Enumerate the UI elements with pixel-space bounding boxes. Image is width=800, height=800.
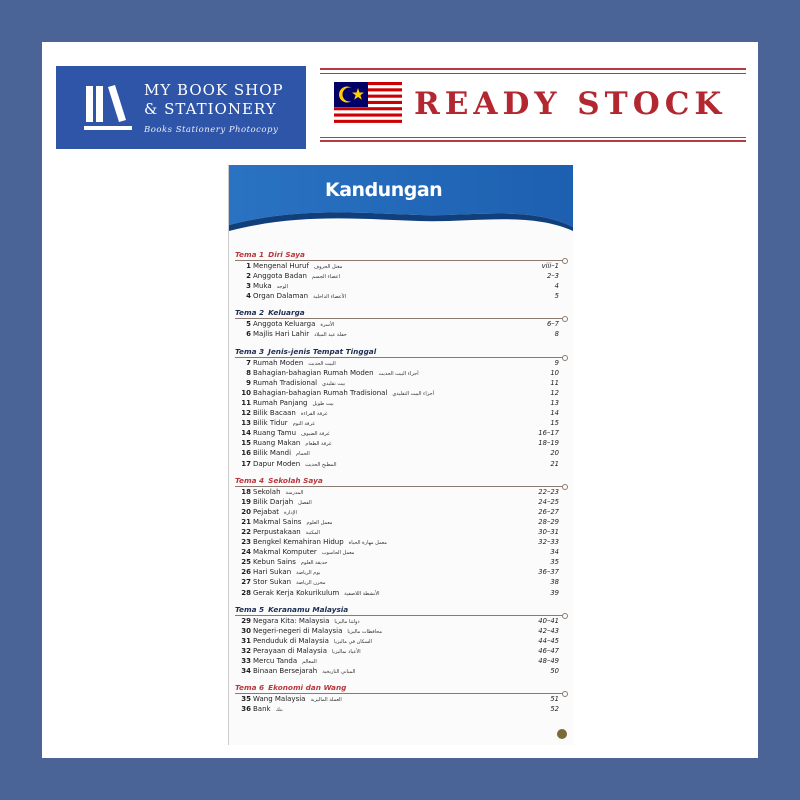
toc-entry bbox=[229, 292, 573, 302]
entry-number: 36 bbox=[241, 705, 251, 714]
banner-top-rule bbox=[320, 68, 746, 70]
entry-page: 16–17 bbox=[538, 429, 559, 438]
entry-number: 21 bbox=[241, 517, 251, 526]
entry-title-group bbox=[253, 528, 320, 536]
entry-title: Bilik Bacaan bbox=[253, 409, 296, 418]
theme-heading bbox=[229, 475, 573, 488]
entry-number: 22 bbox=[241, 527, 251, 536]
entry-title-group bbox=[253, 705, 283, 713]
entry-title: Sekolah bbox=[253, 487, 281, 496]
shop-name-line1: MY BOOK SHOP bbox=[144, 81, 284, 99]
entry-page: 5 bbox=[554, 292, 559, 301]
entry-title-group bbox=[253, 272, 340, 280]
entry-title: Muka bbox=[253, 282, 272, 291]
entry-title: Rumah Moden bbox=[253, 358, 304, 367]
entry-number: 7 bbox=[246, 358, 251, 367]
entry-arabic-title: محافظات ماليزيا bbox=[347, 628, 383, 635]
entry-title-group bbox=[253, 589, 380, 597]
entry-page: 15 bbox=[550, 419, 559, 428]
theme-name: Ekonomi dan Wang bbox=[268, 683, 347, 693]
entry-page: 36–37 bbox=[538, 568, 559, 577]
entry-page: 38 bbox=[550, 578, 559, 587]
page-number-marker bbox=[557, 729, 567, 739]
entry-title-group bbox=[253, 508, 297, 516]
toc-entry bbox=[229, 695, 573, 705]
entry-number: 8 bbox=[246, 368, 251, 377]
entry-number: 20 bbox=[241, 507, 251, 516]
theme-label bbox=[235, 347, 376, 356]
entry-title-group bbox=[253, 429, 330, 437]
entry-page: 10 bbox=[550, 368, 559, 377]
entry-page: 44–45 bbox=[538, 636, 559, 645]
entry-title-group bbox=[253, 359, 336, 367]
entry-arabic-title: غرفة النوم bbox=[292, 421, 315, 428]
book-contents-page bbox=[228, 165, 573, 745]
ready-stock-text: READY STOCK bbox=[414, 86, 727, 122]
entry-page: 11 bbox=[550, 378, 559, 387]
toc-entry bbox=[229, 429, 573, 439]
entry-title-group bbox=[253, 548, 354, 556]
entry-arabic-title: المطبخ الحديث bbox=[305, 461, 337, 468]
toc-entry bbox=[229, 589, 573, 599]
theme-number: Tema 3 bbox=[235, 346, 265, 356]
entry-arabic-title: المعالم bbox=[302, 659, 317, 665]
toc-entry bbox=[229, 419, 573, 429]
entry-page: 18–19 bbox=[538, 439, 559, 448]
entry-title-group bbox=[253, 637, 372, 645]
table-of-contents bbox=[229, 249, 573, 715]
entry-page: 50 bbox=[550, 667, 559, 676]
entry-arabic-title: الأسرة bbox=[320, 322, 335, 329]
entry-title-group bbox=[253, 518, 332, 526]
entry-number: 26 bbox=[241, 568, 251, 577]
entry-page: 30–31 bbox=[538, 527, 559, 536]
toc-entry bbox=[229, 399, 573, 409]
entry-number: 32 bbox=[241, 646, 251, 655]
entry-arabic-title: الوجه bbox=[276, 284, 288, 291]
entry-arabic-title: حفلة عيد الميلاد bbox=[314, 332, 347, 339]
entry-number: 19 bbox=[241, 497, 251, 506]
theme-name: Diri Saya bbox=[268, 250, 305, 259]
toc-entry bbox=[229, 488, 573, 498]
entry-title: Makmal Sains bbox=[253, 517, 302, 526]
toc-entry bbox=[229, 657, 573, 667]
entry-title: Anggota Badan bbox=[253, 272, 307, 281]
entry-arabic-title: العملة الماليزية bbox=[310, 697, 342, 704]
entry-arabic-title: السكان في ماليزيا bbox=[333, 638, 372, 645]
entry-number: 15 bbox=[241, 439, 251, 448]
entry-number: 27 bbox=[241, 578, 251, 587]
toc-entry bbox=[229, 320, 573, 330]
toc-entry bbox=[229, 617, 573, 627]
entry-arabic-title: أجزاء البيت التقليدي bbox=[392, 390, 435, 397]
entry-title: Bahagian-bahagian Rumah Tradisional bbox=[253, 388, 388, 397]
entry-title-group bbox=[253, 488, 303, 496]
entry-title: Bilik Tidur bbox=[253, 419, 288, 428]
entry-title-group bbox=[253, 330, 347, 338]
toc-entry bbox=[229, 439, 573, 449]
entry-title: Penduduk di Malaysia bbox=[253, 636, 329, 645]
entry-page: 13 bbox=[550, 398, 559, 407]
entry-number: 29 bbox=[241, 616, 251, 625]
entry-title: Hari Sukan bbox=[253, 568, 292, 577]
theme-label bbox=[235, 605, 348, 614]
entry-number: 6 bbox=[246, 330, 251, 339]
entry-title-group bbox=[253, 419, 315, 427]
entry-page: 35 bbox=[550, 558, 559, 567]
theme-name: Jenis-jenis Tempat Tinggal bbox=[268, 346, 377, 356]
entry-number: 13 bbox=[241, 419, 251, 428]
toc-entry bbox=[229, 508, 573, 518]
theme-rule bbox=[235, 357, 565, 358]
entry-number: 9 bbox=[246, 378, 251, 387]
entry-arabic-title: اعضاء الجسم bbox=[311, 274, 341, 281]
entry-page: 48–49 bbox=[538, 657, 559, 665]
entry-title: Bengkel Kemahiran Hidup bbox=[253, 538, 344, 547]
entry-number: 14 bbox=[241, 429, 251, 438]
entry-title: Gerak Kerja Kokurikulum bbox=[253, 588, 340, 597]
entry-number: 31 bbox=[241, 636, 251, 645]
entry-arabic-title: مغنل الحروف bbox=[313, 264, 343, 270]
theme-heading bbox=[229, 346, 573, 359]
entry-page: 28–29 bbox=[538, 517, 559, 526]
entry-title: Bank bbox=[253, 705, 271, 714]
entry-title: Bahagian-bahagian Rumah Moden bbox=[253, 368, 374, 377]
entry-title: Binaan Bersejarah bbox=[253, 667, 318, 676]
entry-arabic-title: المدرسة bbox=[285, 489, 304, 496]
toc-entry bbox=[229, 460, 573, 470]
entry-title: Kebun Sains bbox=[253, 558, 296, 567]
toc-entry bbox=[229, 647, 573, 657]
toc-entry bbox=[229, 409, 573, 419]
entry-number: 18 bbox=[241, 487, 251, 496]
entry-title-group bbox=[253, 282, 288, 290]
entry-arabic-title: الأعضاء الداخلية bbox=[313, 294, 347, 301]
entry-arabic-title: معمل مهارة الحياة bbox=[348, 540, 387, 547]
toc-entry bbox=[229, 518, 573, 528]
theme-rule bbox=[235, 486, 565, 487]
entry-title: Stor Sukan bbox=[253, 578, 292, 587]
entry-number: 23 bbox=[241, 538, 251, 547]
header-wave-banner bbox=[229, 165, 573, 237]
entry-title-group bbox=[253, 568, 320, 576]
entry-title: Pejabat bbox=[253, 507, 279, 516]
entry-title: Rumah Panjang bbox=[253, 398, 308, 407]
entry-title-group bbox=[253, 627, 382, 635]
entry-number: 33 bbox=[241, 657, 251, 665]
entry-arabic-title: غرفة القراءة bbox=[300, 411, 328, 418]
theme-heading bbox=[229, 604, 573, 617]
entry-page: 42–43 bbox=[538, 626, 559, 635]
entry-page: 34 bbox=[550, 548, 559, 557]
entry-title-group bbox=[253, 667, 355, 675]
toc-entry bbox=[229, 667, 573, 677]
theme-heading bbox=[229, 307, 573, 320]
entry-page: 21 bbox=[550, 459, 559, 468]
entry-number: 30 bbox=[241, 626, 251, 635]
entry-title: Perayaan di Malaysia bbox=[253, 646, 328, 655]
entry-title-group bbox=[253, 439, 331, 447]
entry-number: 28 bbox=[241, 588, 251, 597]
entry-title-group bbox=[253, 320, 334, 328]
entry-title-group bbox=[253, 558, 327, 566]
entry-number: 2 bbox=[246, 272, 251, 281]
entry-number: 17 bbox=[241, 459, 251, 468]
page-title: Kandungan bbox=[325, 179, 443, 201]
toc-entry bbox=[229, 449, 573, 459]
entry-page: 24–25 bbox=[538, 497, 559, 506]
toc-entry bbox=[229, 369, 573, 379]
entry-number: 10 bbox=[241, 388, 251, 397]
entry-page: 39 bbox=[550, 588, 559, 597]
entry-title-group bbox=[253, 389, 434, 397]
shop-logo bbox=[56, 66, 306, 149]
banner-bottom-rule-thin bbox=[320, 137, 746, 138]
entry-arabic-title: دولتنا ماليزيا bbox=[334, 618, 360, 625]
entry-title: Anggota Keluarga bbox=[253, 320, 316, 329]
entry-title: Makmal Komputer bbox=[253, 548, 317, 557]
entry-title: Rumah Tradisional bbox=[253, 378, 318, 387]
entry-page: 9 bbox=[554, 358, 559, 367]
theme-number: Tema 6 bbox=[235, 683, 265, 693]
entry-arabic-title: الحمام bbox=[296, 451, 310, 458]
shop-name-line2: & STATIONERY bbox=[144, 100, 277, 118]
entry-arabic-title: الفصل bbox=[298, 499, 312, 506]
toc-entry bbox=[229, 538, 573, 548]
entry-arabic-title: بنك bbox=[275, 707, 283, 714]
entry-arabic-title: معمل العلوم bbox=[306, 519, 333, 526]
entry-title-group bbox=[253, 399, 334, 407]
entry-title: Wang Malaysia bbox=[253, 695, 306, 704]
toc-entry bbox=[229, 705, 573, 715]
entry-number: 16 bbox=[241, 449, 251, 458]
theme-number: Tema 2 bbox=[235, 308, 265, 318]
theme-label bbox=[235, 683, 346, 692]
theme-rule bbox=[235, 318, 565, 319]
entry-title-group bbox=[253, 379, 345, 387]
toc-entry bbox=[229, 528, 573, 538]
entry-title-group bbox=[253, 647, 361, 655]
entry-page: 22–23 bbox=[538, 487, 559, 496]
entry-page: 32–33 bbox=[538, 538, 559, 547]
theme-number: Tema 5 bbox=[235, 604, 265, 614]
entry-title: Bilik Mandi bbox=[253, 449, 292, 458]
entry-title: Negeri-negeri di Malaysia bbox=[253, 626, 343, 635]
entry-title: Bilik Darjah bbox=[253, 497, 294, 506]
theme-name: Keluarga bbox=[268, 308, 305, 318]
entry-title: Ruang Makan bbox=[253, 439, 301, 448]
entry-arabic-title: يوم الرياضة bbox=[296, 570, 321, 577]
theme-name: Keranamu Malaysia bbox=[268, 604, 349, 614]
toc-entry bbox=[229, 359, 573, 369]
entry-arabic-title: مخزن الرياضة bbox=[296, 580, 326, 587]
entry-page: 20 bbox=[550, 449, 559, 458]
theme-label bbox=[235, 250, 305, 259]
entry-number: 1 bbox=[246, 262, 251, 270]
entry-title-group bbox=[253, 409, 327, 417]
toc-entry bbox=[229, 548, 573, 558]
entry-page: viii–1 bbox=[541, 262, 559, 270]
entry-page: 6–7 bbox=[546, 320, 559, 329]
toc-entry bbox=[229, 578, 573, 588]
toc-entry bbox=[229, 379, 573, 389]
entry-number: 12 bbox=[241, 409, 251, 418]
entry-title: Mengenal Huruf bbox=[253, 262, 309, 270]
toc-entry bbox=[229, 637, 573, 647]
entry-arabic-title: بيت تقليدي bbox=[322, 380, 346, 387]
toc-entry bbox=[229, 627, 573, 637]
entry-page: 8 bbox=[554, 330, 559, 339]
entry-arabic-title: بيت طويل bbox=[312, 400, 334, 407]
entry-title: Mercu Tanda bbox=[253, 657, 298, 665]
entry-arabic-title: حديقة العلوم bbox=[300, 560, 328, 567]
entry-number: 4 bbox=[246, 292, 251, 301]
entry-arabic-title: غرفة الضيوف bbox=[301, 431, 330, 438]
entry-page: 12 bbox=[550, 388, 559, 397]
entry-number: 34 bbox=[241, 667, 251, 676]
entry-arabic-title: معمل الحاسوب bbox=[321, 550, 355, 557]
theme-name: Sekolah Saya bbox=[268, 475, 323, 485]
entry-title-group bbox=[253, 449, 310, 457]
entry-number: 11 bbox=[241, 398, 251, 407]
banner-bottom-rule bbox=[320, 140, 746, 142]
entry-arabic-title: غرفة الطعام bbox=[305, 441, 332, 448]
malaysia-flag-icon bbox=[334, 82, 402, 126]
entry-arabic-title: البيت الحديث bbox=[308, 360, 336, 367]
entry-arabic-title: أجزاء البيت الحديث bbox=[378, 370, 419, 377]
entry-page: 26–27 bbox=[538, 507, 559, 516]
entry-page: 2–3 bbox=[546, 272, 559, 281]
toc-entry bbox=[229, 330, 573, 340]
entry-arabic-title: الإدارة bbox=[284, 509, 297, 516]
toc-entry bbox=[229, 568, 573, 578]
entry-title: Ruang Tamu bbox=[253, 429, 297, 438]
entry-title-group bbox=[253, 578, 326, 586]
toc-entry bbox=[229, 558, 573, 568]
entry-arabic-title: الأنشطة اللاصفية bbox=[344, 590, 380, 597]
entry-title-group bbox=[253, 617, 360, 625]
entry-title-group bbox=[253, 498, 312, 506]
entry-number: 35 bbox=[241, 695, 251, 704]
theme-label bbox=[235, 308, 305, 317]
entry-number: 5 bbox=[246, 320, 251, 329]
product-frame bbox=[42, 42, 758, 758]
theme-rule bbox=[235, 693, 565, 694]
entry-title: Majlis Hari Lahir bbox=[253, 330, 310, 339]
theme-rule bbox=[235, 260, 565, 261]
entry-arabic-title: الأعياد بماليزيا bbox=[332, 648, 361, 655]
entry-page: 46–47 bbox=[538, 646, 559, 655]
entry-title-group bbox=[253, 369, 419, 377]
entry-page: 51 bbox=[550, 695, 559, 704]
entry-title: Organ Dalaman bbox=[253, 292, 309, 301]
entry-number: 3 bbox=[246, 282, 251, 291]
theme-label bbox=[235, 476, 323, 485]
theme-heading bbox=[229, 682, 573, 695]
toc-entry bbox=[229, 389, 573, 399]
entry-title-group bbox=[253, 262, 342, 270]
entry-title-group bbox=[253, 460, 336, 468]
entry-arabic-title: المباني التاريخية bbox=[322, 669, 356, 676]
entry-title: Negara Kita: Malaysia bbox=[253, 616, 330, 625]
entry-page: 14 bbox=[550, 409, 559, 418]
entry-title-group bbox=[253, 538, 387, 546]
entry-title: Perpustakaan bbox=[253, 527, 301, 536]
toc-entry bbox=[229, 262, 573, 272]
theme-heading bbox=[229, 249, 573, 262]
entry-number: 25 bbox=[241, 558, 251, 567]
entry-title-group bbox=[253, 695, 342, 703]
entry-title-group bbox=[253, 657, 317, 665]
entry-title: Dapur Moden bbox=[253, 459, 301, 468]
theme-number: Tema 1 bbox=[235, 250, 265, 259]
shop-tagline: Books Stationery Photocopy bbox=[144, 125, 279, 135]
entry-title-group bbox=[253, 292, 346, 300]
theme-rule bbox=[235, 615, 565, 616]
toc-entry bbox=[229, 272, 573, 282]
entry-number: 24 bbox=[241, 548, 251, 557]
toc-entry bbox=[229, 498, 573, 508]
books-logo-icon bbox=[84, 82, 132, 132]
toc-entry bbox=[229, 282, 573, 292]
entry-page: 4 bbox=[554, 282, 559, 291]
entry-page: 52 bbox=[550, 705, 559, 714]
entry-page: 40–41 bbox=[538, 616, 559, 625]
entry-arabic-title: المكتبة bbox=[305, 529, 320, 536]
theme-number: Tema 4 bbox=[235, 475, 265, 485]
banner-top-rule-thin bbox=[320, 73, 746, 74]
